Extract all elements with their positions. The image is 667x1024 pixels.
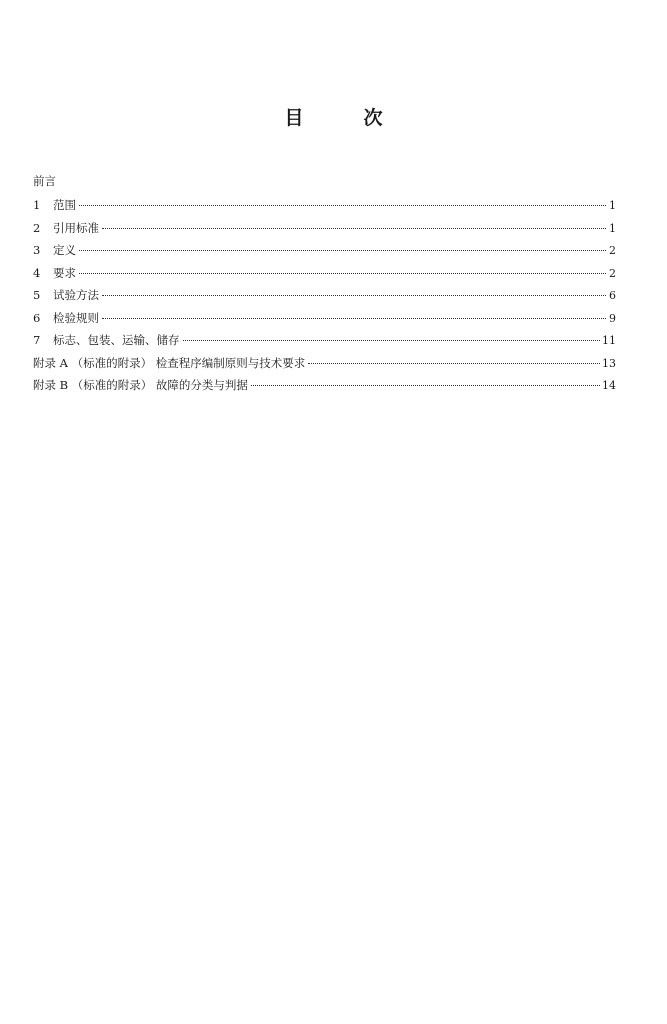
toc-dot-leader	[79, 250, 606, 251]
toc-entry[interactable]	[33, 262, 616, 285]
toc-appendix-label: 附录 B （标准的附录） 故障的分类与判据	[33, 378, 248, 392]
toc-entry-page: 11	[602, 334, 616, 347]
toc-appendix-page: 13	[602, 356, 616, 370]
toc-entry[interactable]	[33, 217, 616, 240]
toc-entry-page: 6	[609, 289, 616, 302]
toc-dot-leader	[102, 318, 606, 319]
toc-entry-label: 引用标准	[53, 220, 99, 235]
toc-title	[0, 103, 667, 130]
toc-dot-leader	[102, 295, 606, 296]
toc-entry[interactable]	[33, 307, 616, 330]
toc-entry-number: 6	[33, 310, 41, 325]
toc-entry-label: 检验规则	[53, 310, 99, 325]
table-of-contents	[33, 171, 616, 397]
toc-entry-label: 定义	[53, 243, 76, 257]
toc-entry-number: 3	[33, 243, 41, 257]
toc-appendix-page: 14	[602, 379, 616, 392]
toc-entry-label: 范围	[53, 198, 76, 212]
toc-entry[interactable]	[33, 239, 616, 262]
toc-entry-page: 2	[609, 244, 616, 257]
toc-entry-page: 1	[609, 199, 616, 212]
toc-entry-number: 7	[33, 333, 41, 347]
toc-entry-page: 9	[609, 311, 616, 325]
toc-appendix-entry[interactable]	[33, 374, 616, 397]
toc-dot-leader	[308, 363, 600, 364]
toc-dot-leader	[79, 205, 606, 206]
toc-preface[interactable]: 前言	[33, 174, 56, 188]
toc-entry[interactable]	[33, 284, 616, 307]
toc-appendix-entry[interactable]	[33, 352, 616, 375]
toc-title-right: 次	[363, 107, 383, 129]
toc-dot-leader	[251, 385, 600, 386]
toc-entry-label: 试验方法	[53, 288, 99, 302]
toc-entry-label: 标志、包装、运输、储存	[53, 333, 180, 347]
toc-dot-leader	[183, 340, 601, 341]
toc-entry-page: 1	[609, 221, 616, 235]
toc-entry-number: 4	[33, 265, 41, 280]
toc-chapter-list	[33, 194, 616, 397]
toc-entry-number: 1	[33, 198, 41, 212]
toc-entry-label: 要求	[53, 265, 76, 280]
toc-title-left: 目	[284, 107, 304, 129]
toc-entry-number: 2	[33, 220, 41, 235]
toc-appendix-label: 附录 A （标准的附录） 检查程序编制原则与技术要求	[33, 355, 306, 370]
toc-dot-leader	[102, 228, 606, 229]
toc-entry[interactable]	[33, 194, 616, 217]
toc-dot-leader	[79, 273, 606, 274]
toc-entry[interactable]	[33, 329, 616, 352]
toc-entry-page: 2	[609, 266, 616, 280]
toc-entry-number: 5	[33, 288, 41, 302]
